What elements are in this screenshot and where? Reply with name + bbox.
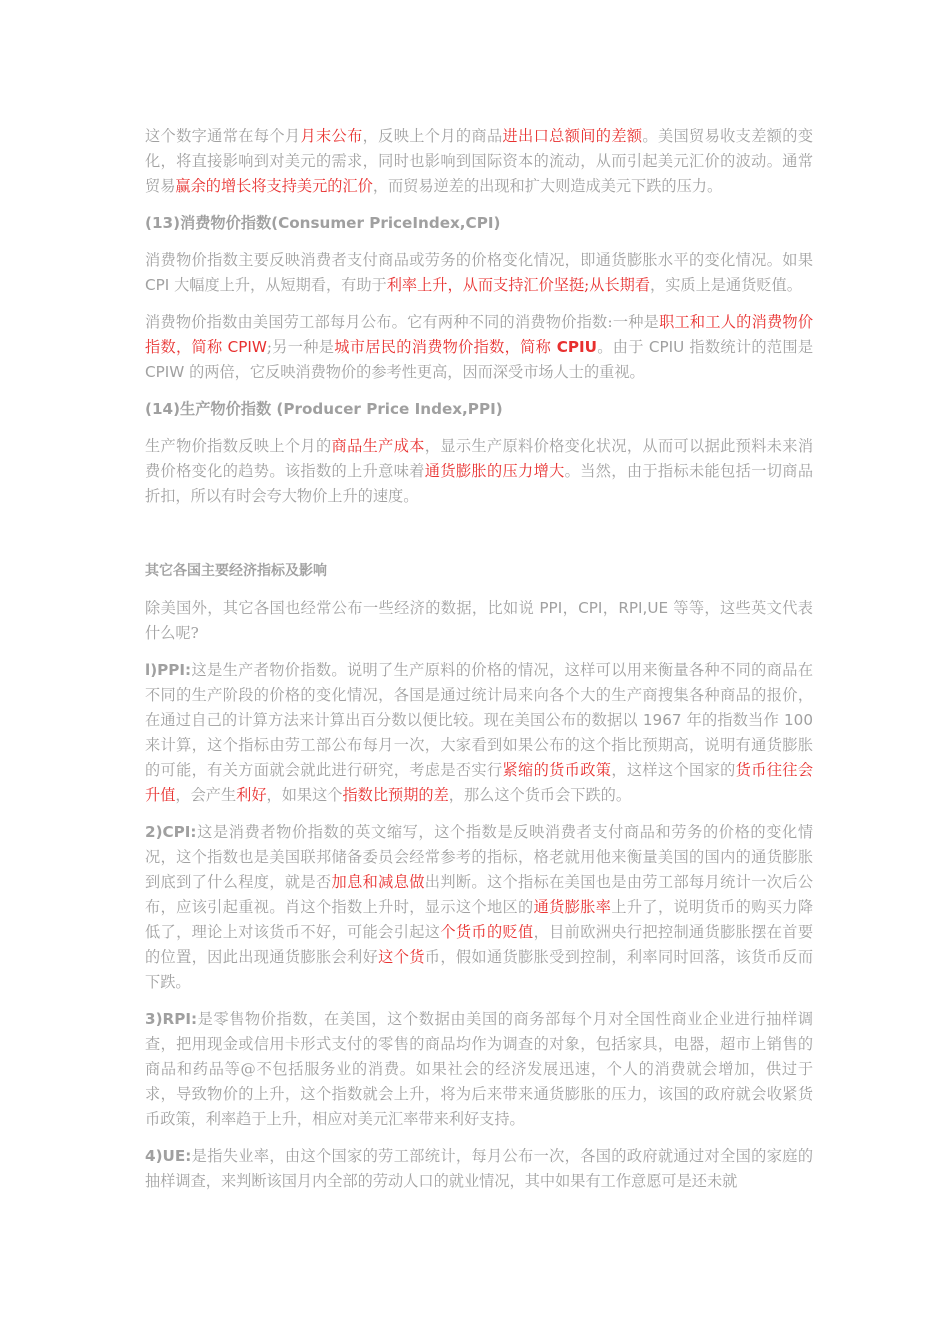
highlight: 这个货 xyxy=(378,948,425,966)
text: 年的指数当作 xyxy=(686,711,779,729)
highlight: 城市居民的消费物价指数，简称 xyxy=(334,338,552,356)
text: 出判断。这个指标在美国也是由劳工部每月统计一次后公布，应该引起重视。肖这个指数上升时，显示这个地区的 xyxy=(145,873,814,916)
text: CPIU xyxy=(643,338,690,356)
highlight: CPIU xyxy=(551,338,597,356)
highlight: 利率上升，从而支持汇价坚挺;从长期看 xyxy=(386,276,651,294)
highlight: 紧缩的货币政策 xyxy=(502,761,612,779)
text: 100 xyxy=(778,711,813,729)
highlight: 通货膨胀的压力增大 xyxy=(424,462,565,480)
text: 消费物价指数主要反映消费者支付商品或劳务的价格变化情况，即通货膨胀水平的变化情况。如果 xyxy=(145,251,813,269)
text: 上升了，说明货币的购买力降低了，理论上对该货币不好，可能会引起这 xyxy=(145,898,814,941)
text: PPI，CPI，RPI,UE xyxy=(534,599,674,617)
item-label: l)PPI: xyxy=(145,661,192,679)
heading-cpi: (13)消费物价指数(Consumer PriceIndex,CPI) xyxy=(145,214,501,232)
text: 1967 xyxy=(637,711,687,729)
text: ，那么这个货币会下跌的。 xyxy=(448,786,631,804)
highlight: CPIW xyxy=(222,338,267,356)
highlight: 商品生产成本 xyxy=(331,437,425,455)
text: 来计算，这个指标由劳工部公布每月一次，大家看到如果公布的这个指比预期高，说明有通货膨胀的可能，有关方面就会就此进行研究，考虑是否实行 xyxy=(145,736,813,779)
text: 生产物价指数反映上个月的 xyxy=(145,437,332,455)
text: 是零售物价指数，在美国，这个数据由美国的商务部每个月对全国性商业企业进行抽样调查，把用现金或信用卡形式支付的零售的商品均作为调查的对象，包括家具，电器，超市上销售的商品和药品等@不包括服务业的消费。如果社会的经济发展迅速，个人的消费就会增加，供过于求，导致物价的上升，这个指数就会上升，将为后来带来通货膨胀的压力，该国的政府就会收紧货币政策，利率趋于上升，相应对美元汇率带来利好支持。 xyxy=(145,1010,813,1128)
intro-paragraph xyxy=(145,596,813,646)
text: 币，假如通货膨胀受到控制，利率同时回落，该货币反而下跌。 xyxy=(145,948,814,991)
item-label: 4)UE: xyxy=(145,1147,192,1165)
text: ，而贸易逆差的出现和扩大则造成美元下跌的压力。 xyxy=(372,177,723,195)
text: 等等，这些英文代表什么呢? xyxy=(145,599,813,642)
text: 。美国贸易收支差额的变化，将直接影响到对美元的需求，同时也影响到国际资本的流动，从而引起美元汇价的波动。通常贸易 xyxy=(145,127,814,195)
section-title: 其它各国主要经济指标及影响 xyxy=(145,563,327,579)
text: ，这样这个国家的 xyxy=(611,761,736,779)
highlight: 个货币的贬值 xyxy=(440,923,534,941)
rpi-definition-paragraph xyxy=(145,1007,813,1132)
text: ，实质上是通货贬值。 xyxy=(650,276,802,294)
cpi-definition-paragraph xyxy=(145,820,813,995)
item-label: 2)CPI: xyxy=(145,823,197,841)
highlight: 指数比预期的差 xyxy=(342,786,449,804)
highlight: 赢余的增长将支持美元的汇价 xyxy=(175,177,373,195)
text: ，反映上个月的商品 xyxy=(362,127,503,145)
text: 这个数字通常在每个月 xyxy=(145,127,301,145)
text: ，会产生 xyxy=(175,786,237,804)
text: CPIW xyxy=(145,363,190,381)
cpi-paragraph-2 xyxy=(145,310,813,385)
text: 。由于 xyxy=(596,338,644,356)
text: 这是消费者物价指数的英文缩写，这个指数是反映消费者支付商品和劳务的价格的变化情况，这个指数也是美国联邦储备委员会经常参考的指标，格老就用他来衡量美国的国内的通货膨胀到底到了什么程度，就是否 xyxy=(145,823,813,891)
heading-ppi: (14)生产物价指数 (Producer Price Index,PPI) xyxy=(145,400,503,418)
highlight: 月末公布 xyxy=(300,127,363,145)
text: 是指失业率，由这个国家的劳工部统计，每月公布一次，各国的政府就通过对全国的家庭的抽样调查，来判断该国月内全部的劳动人口的就业情况，其中如果有工作意愿可是还未就 xyxy=(145,1147,813,1190)
text: 。当然，由于指标未能包括一切商品折扣，所以有时会夸大物价上升的速度。 xyxy=(145,462,814,505)
cpi-paragraph-1 xyxy=(145,248,813,298)
document-page xyxy=(145,124,813,1206)
ue-definition-paragraph xyxy=(145,1144,813,1194)
ppi-paragraph xyxy=(145,434,813,509)
highlight: 通货膨胀率 xyxy=(533,898,612,916)
highlight: 利好 xyxy=(236,786,267,804)
text: 大幅度上升，从短期看，有助于 xyxy=(174,276,387,294)
highlight: 加息和减息做 xyxy=(331,873,425,891)
text: CPI xyxy=(145,276,175,294)
text: 指数统计的范围是 xyxy=(689,338,814,356)
item-label: 3)RPI: xyxy=(145,1010,198,1028)
highlight: 货币往往会升值 xyxy=(145,761,814,804)
ppi-definition-paragraph xyxy=(145,658,813,808)
text: 消费物价指数由美国劳工部每月公布。它有两种不同的消费物价指数:一种是 xyxy=(145,313,660,331)
text: ，如果这个 xyxy=(266,786,343,804)
highlight: 职工和工人的消费物价指数，简称 xyxy=(145,313,814,356)
text: ;另一种是 xyxy=(266,338,335,356)
trade-balance-paragraph xyxy=(145,124,813,199)
text: 除美国外，其它各国也经常公布一些经济的数据，比如说 xyxy=(145,599,535,617)
text: ，显示生产原料价格变化状况，从而可以据此预料未来消费价格变化的趋势。该指数的上升意味着 xyxy=(145,437,814,480)
text: ，目前欧洲央行把控制通货膨胀摆在首要的位置，因此出现通货膨胀会利好 xyxy=(145,923,814,966)
highlight: 进出口总额间的差额 xyxy=(502,127,643,145)
text: 的两倍，它反映消费物价的参考性更高，因而深受市场人士的重视。 xyxy=(189,363,645,381)
spacer xyxy=(145,521,813,559)
text: 这是生产者物价指数。说明了生产原料的价格的情况，这样可以用来衡量各种不同的商品在不同的生产阶段的价格的变化情况，各国是通过统计局来向各个大的生产商搜集各种商品的报价，在通过自己的计算方法来计算出百分数以便比较。现在美国公布的数据以 xyxy=(145,661,813,729)
